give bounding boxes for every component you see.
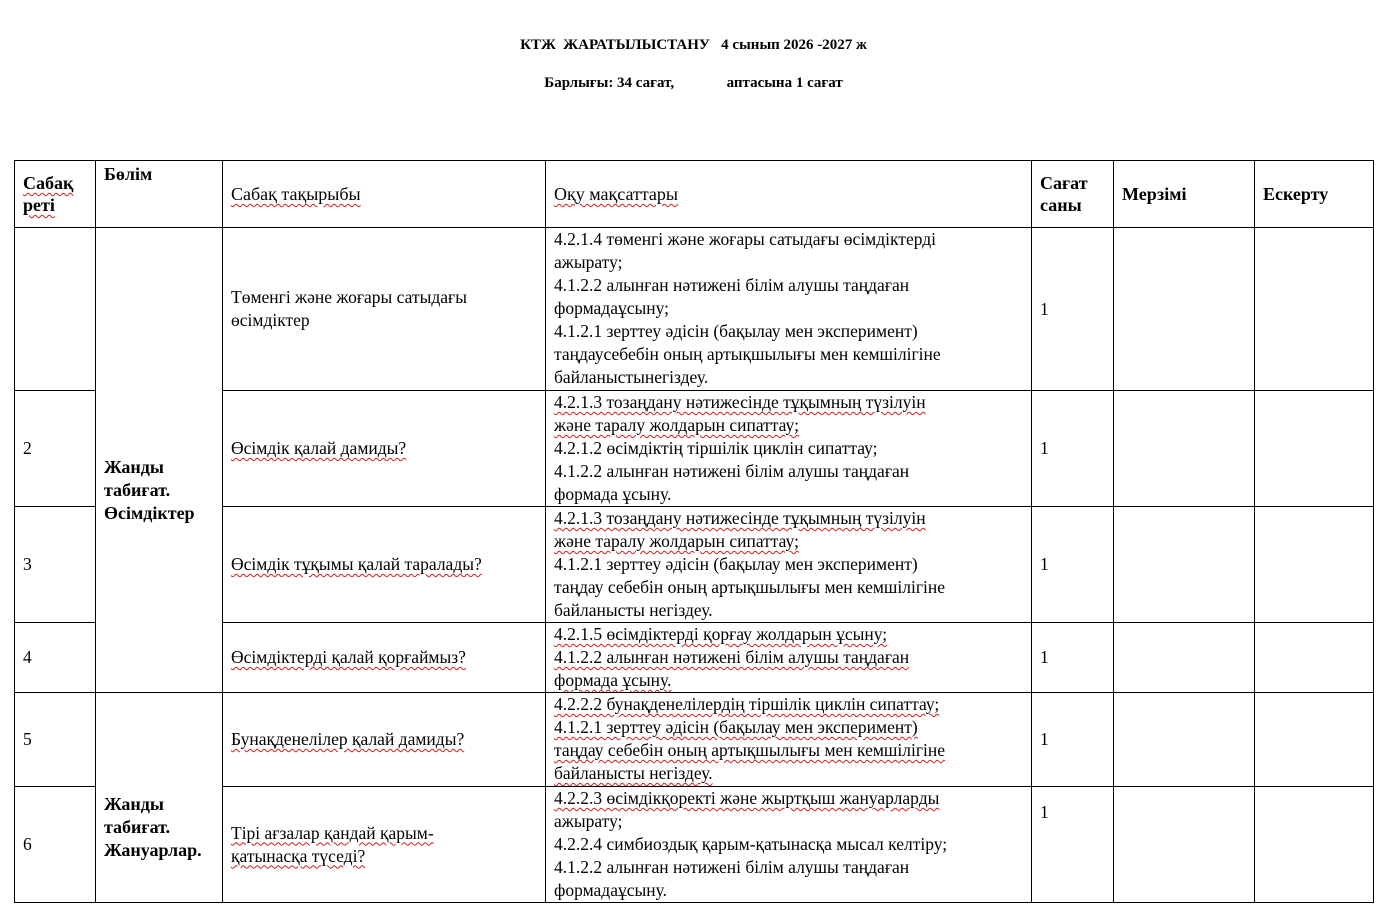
lesson-hours: 1 — [1032, 228, 1114, 391]
header-hours: Сағат саны — [1032, 161, 1114, 228]
lesson-hours: 1 — [1032, 693, 1114, 787]
table-header-row — [15, 161, 1374, 228]
table-row — [15, 693, 1374, 787]
header-lesson-order: Сабақ реті — [15, 161, 96, 228]
lesson-hours: 1 — [1032, 391, 1114, 507]
lesson-date — [1114, 623, 1255, 693]
lesson-date — [1114, 507, 1255, 623]
lesson-objectives: 4.2.1.4 төменгі және жоғары сатыдағы өсімдіктерді ажырату; 4.1.2.2 алынған нәтижені білім алушы таңдаған формадаұсыну; 4.1.2.1 зерттеу әдісін (бақылау мен эксперимент) таңдаусебебін оның артықшылығы мен кемшілігіне байланыстынегіздеу. — [546, 228, 1032, 391]
lesson-number: 2 — [15, 391, 96, 507]
lesson-date — [1114, 693, 1255, 787]
document-title: КТЖ ЖАРАТЫЛЫСТАНУ 4 сынып 2026 -2027 ж — [520, 37, 867, 53]
lesson-date — [1114, 391, 1255, 507]
lesson-number: 4 — [15, 623, 96, 693]
lesson-objectives: 4.2.2.2 бунақденелілердің тіршілік циклін сипаттау; 4.1.2.1 зерттеу әдісін (бақылау мен эксперимент) таңдау себебін оның артықшылығы мен кемшілігіне байланысты негіздеу. — [546, 693, 1032, 787]
header-objectives: Оқу мақсаттары — [546, 161, 1032, 228]
lesson-topic: Өсімдік тұқымы қалай таралады? — [223, 507, 546, 623]
lesson-note — [1255, 693, 1374, 787]
lesson-date — [1114, 228, 1255, 391]
lesson-hours: 1 — [1032, 787, 1114, 903]
lesson-objectives: 4.2.1.5 өсімдіктерді қорғау жолдарын ұсыну; 4.1.2.2 алынған нәтижені білім алушы таңдаған формада ұсыну. — [546, 623, 1032, 693]
curriculum-table — [14, 160, 1374, 903]
lesson-objectives: 4.2.1.3 тозаңдану нәтижесінде тұқымның түзілуін және таралу жолдарын сипаттау; 4.2.1.2 өсімдіктің тіршілік циклін сипаттау; 4.1.2.2 алынған нәтижені білім алушы таңдаған формада ұсыну. — [546, 391, 1032, 507]
lesson-topic: Тірі ағзалар қандай қарым- қатынасқа түседі? — [223, 787, 546, 903]
lesson-topic: Төменгі және жоғары сатыдағы өсімдіктер — [223, 228, 546, 391]
lesson-note — [1255, 391, 1374, 507]
lesson-date — [1114, 787, 1255, 903]
header-topic: Сабақ тақырыбы — [223, 161, 546, 228]
lesson-note — [1255, 787, 1374, 903]
header-date: Мерзімі — [1114, 161, 1255, 228]
lesson-topic: Өсімдік қалай дамиды? — [223, 391, 546, 507]
lesson-number — [15, 228, 96, 391]
lesson-hours: 1 — [1032, 507, 1114, 623]
lesson-note — [1255, 507, 1374, 623]
lesson-hours: 1 — [1032, 623, 1114, 693]
section-animals: Жанды табиғат. Жануарлар. — [96, 693, 223, 903]
lesson-note — [1255, 228, 1374, 391]
lesson-topic: Өсімдіктерді қалай қорғаймыз? — [223, 623, 546, 693]
header-note: Ескерту — [1255, 161, 1374, 228]
header-section: Бөлім — [96, 161, 223, 228]
document-subtitle: Барлығы: 34 сағат, аптасына 1 сағат — [544, 75, 843, 91]
lesson-number: 3 — [15, 507, 96, 623]
lesson-note — [1255, 623, 1374, 693]
lesson-number: 5 — [15, 693, 96, 787]
lesson-objectives: 4.2.1.3 тозаңдану нәтижесінде тұқымның түзілуін және таралу жолдарын сипаттау; 4.1.2.1 зерттеу әдісін (бақылау мен эксперимент) таңдау себебін оның артықшылығы мен кемшілігіне байланысты негіздеу. — [546, 507, 1032, 623]
lesson-number: 6 — [15, 787, 96, 903]
section-plants: Жанды табиғат. Өсімдіктер — [96, 228, 223, 693]
lesson-objectives: 4.2.2.3 өсімдікқоректі және жыртқыш жануарларды ажырату; 4.2.2.4 симбиоздық қарым-қатынасқа мысал келтіру; 4.1.2.2 алынған нәтижені білім алушы таңдаған формадаұсыну. — [546, 787, 1032, 903]
lesson-topic: Бунақденелілер қалай дамиды? — [223, 693, 546, 787]
table-row — [15, 228, 1374, 391]
